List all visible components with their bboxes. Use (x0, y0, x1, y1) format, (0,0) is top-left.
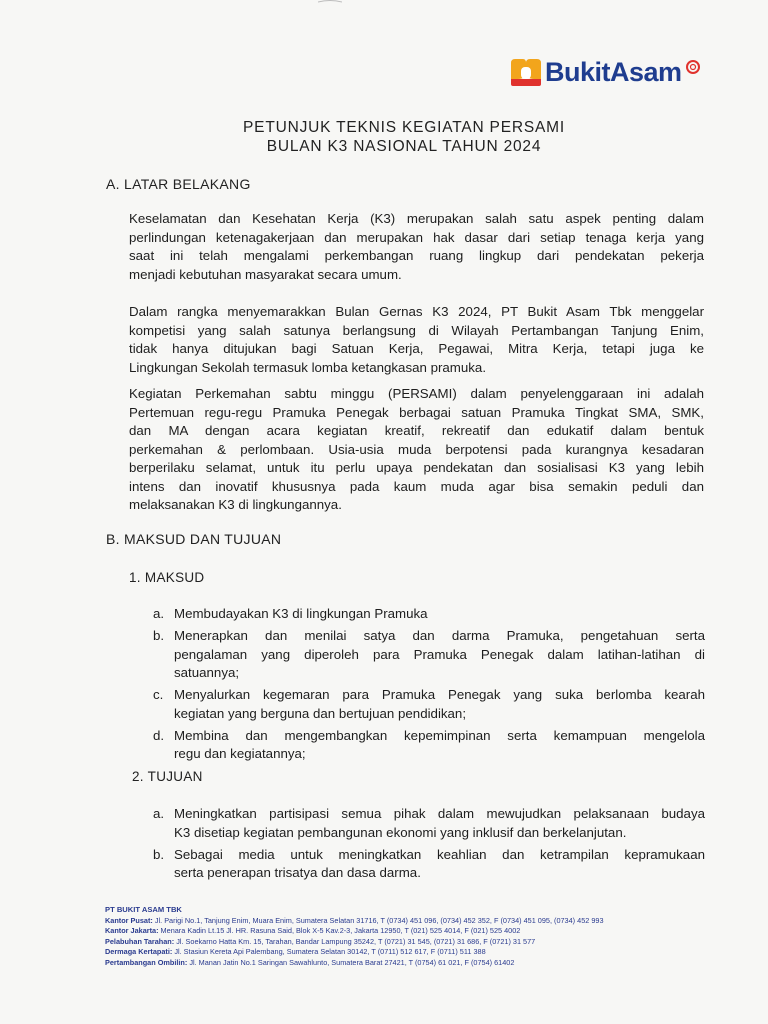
text-line: dan MA dengan acara kegiatan kreatif, rekreatif dan edukatif dalam bentuk (129, 423, 704, 438)
text-line: Kegiatan Perkemahan sabtu minggu (PERSAMI) dalam penyelenggaraan ini adalah (129, 386, 704, 401)
text-line: regu dan kegiatannya; (174, 746, 306, 761)
footer-text: Jl. Manan Jatin No.1 Saringan Sawahlunto, Sumatera Barat 27421, T (0754) 61 021, F (0754) 61402 (187, 957, 515, 967)
footer-label: Pertambangan Ombilin: (105, 957, 188, 967)
footer-text: Jl. Soekarno Hatta Km. 15, Tarahan, Bandar Lampung 35242, T (0721) 31 545, (0721) 31 686, F (0721) 31 577 (174, 936, 536, 946)
footer-address-line (105, 947, 725, 958)
footer-address-line (105, 958, 725, 969)
logo-wordmark: BukitAsam (545, 56, 682, 87)
footer-address-line (105, 926, 725, 937)
text-line: Membina dan mengembangkan kepemimpinan serta kemampuan mengelola (174, 727, 705, 743)
bukit-asam-logo-icon (509, 57, 543, 87)
list-marker: a. (153, 806, 165, 821)
text-line: serta penerapan trisatya dan dasa darma. (174, 865, 421, 880)
text-line: menjadi kebutuhan masyarakat secara umum. (129, 266, 402, 282)
text-line: Dalam rangka menyemarakkan Bulan Gernas K3 2024, PT Bukit Asam Tbk menggelar (129, 304, 704, 319)
footer-label: Kantor Jakarta: (105, 926, 159, 935)
list-marker: c. (153, 687, 164, 702)
tujuan-heading: 2. TUJUAN (132, 769, 203, 784)
text-line: perlindungan ketenagakerjaan dan merupakan hak dasar dari setiap tenaga kerja yang (129, 229, 704, 245)
list-marker: d. (153, 727, 165, 743)
letterhead-footer (105, 905, 725, 968)
text-line: saat ini telah mengalami perkembangan ruang lingkup dari pendekatan pekerja (129, 248, 704, 263)
text-line: Menerapkan dan menilai satya dan darma Pramuka, pengetahuan serta (174, 628, 705, 643)
text-line: Pertemuan regu-regu Pramuka Penegak berbagai satuan Pramuka Tingkat SMA, SMK, (129, 404, 704, 420)
list-item (153, 727, 705, 764)
text-line: Menyalurkan kegemaran para Pramuka Penegak yang suka berlomba kearah (174, 687, 705, 702)
footer-company-name: PT BUKIT ASAM TBK (105, 905, 182, 914)
text-line: Lingkungan Sekolah termasuk lomba ketangkasan pramuka. (129, 359, 487, 375)
bukit-asam-logo (509, 52, 719, 92)
section-a-paragraph-1 (129, 210, 704, 284)
maksud-heading: 1. MAKSUD (129, 570, 205, 585)
list-item (153, 605, 705, 624)
footer-text: Jl. Stasiun Kereta Api Palembang, Sumatera Selatan 30142, T (0711) 512 617, F (0711) 511 388 (172, 947, 486, 956)
list-marker: b. (153, 846, 165, 862)
logo-ring-icon (685, 59, 701, 75)
text-line: Sebagai media untuk meningkatkan keahlian dan ketrampilan kepramukaan (174, 846, 705, 862)
footer-label: Dermaga Kertapati: (105, 947, 173, 956)
footer-address-line (105, 937, 725, 948)
text-line: intens dan inovatif khususnya pada kaum muda agar bisa semakin peduli dan (129, 478, 704, 494)
footer-label: Pelabuhan Tarahan: (105, 936, 175, 946)
section-a-paragraph-3 (129, 385, 704, 515)
text-line: tidak hanya ditujukan bagi Satuan Kerja, Pegawai, Mitra Kerja, tetapi juga ke (129, 341, 704, 356)
text-line: perkemahan & perlombaan. Usia-usia muda berpotensi pada kurangnya kesadaran (129, 441, 704, 457)
document-title-line-2: BULAN K3 NASIONAL TAHUN 2024 (266, 138, 542, 155)
list-marker: a. (153, 606, 165, 621)
list-item (153, 627, 705, 683)
section-b-heading: B. MAKSUD DAN TUJUAN (106, 531, 282, 547)
list-marker: b. (153, 628, 165, 643)
text-line: kompetisi yang salah satunya berlangsung di Wilayah Pertambangan Tanjung Enim, (129, 322, 704, 338)
text-line: Membudayakan K3 di lingkungan Pramuka (174, 606, 428, 621)
footer-text: Menara Kadin Lt.15 Jl. HR. Rasuna Said, Blok X-5 Kav.2-3, Jakarta 12950, T (021) 525 4014, F (021) 525 4002 (158, 926, 521, 935)
scan-artifact (318, 0, 342, 4)
maksud-list (153, 605, 705, 767)
document-title-line-1: PETUNJUK TEKNIS KEGIATAN PERSAMI (243, 119, 565, 136)
text-line: Keselamatan dan Kesehatan Kerja (K3) merupakan salah satu aspek penting dalam (129, 211, 704, 226)
list-item (153, 805, 705, 842)
footer-label: Kantor Pusat: (105, 915, 153, 925)
footer-text: Jl. Parigi No.1, Tanjung Enim, Muara Enim, Sumatera Selatan 31716, T (0734) 451 096, (0734) 452 352, F (0734) 451 095, (0734) 452 993 (152, 915, 604, 925)
list-item (153, 846, 705, 883)
section-a-paragraph-2 (129, 303, 704, 377)
text-line: berperilaku selamat, untuk itu perlu upaya pendekatan dan sosialisasi K3 yang lebih (129, 460, 704, 475)
text-line: pengalaman yang diperoleh para Pramuka Penegak dalam latihan-latihan di (174, 646, 705, 662)
footer-address-line (105, 916, 725, 927)
text-line: Meningkatkan partisipasi semua pihak dalam mewujudkan pelaksanaan budaya (174, 806, 705, 821)
text-line: melaksanakan K3 di lingkungannya. (129, 497, 342, 512)
list-item (153, 686, 705, 723)
text-line: kegiatan yang berguna dan bertujuan pendidikan; (174, 705, 467, 721)
section-a-heading: A. LATAR BELAKANG (106, 176, 251, 192)
text-line: satuannya; (174, 665, 240, 680)
tujuan-list (153, 805, 705, 886)
text-line: K3 disetiap kegiatan pembangunan ekonomi yang inklusif dan berkelanjutan. (174, 824, 627, 840)
